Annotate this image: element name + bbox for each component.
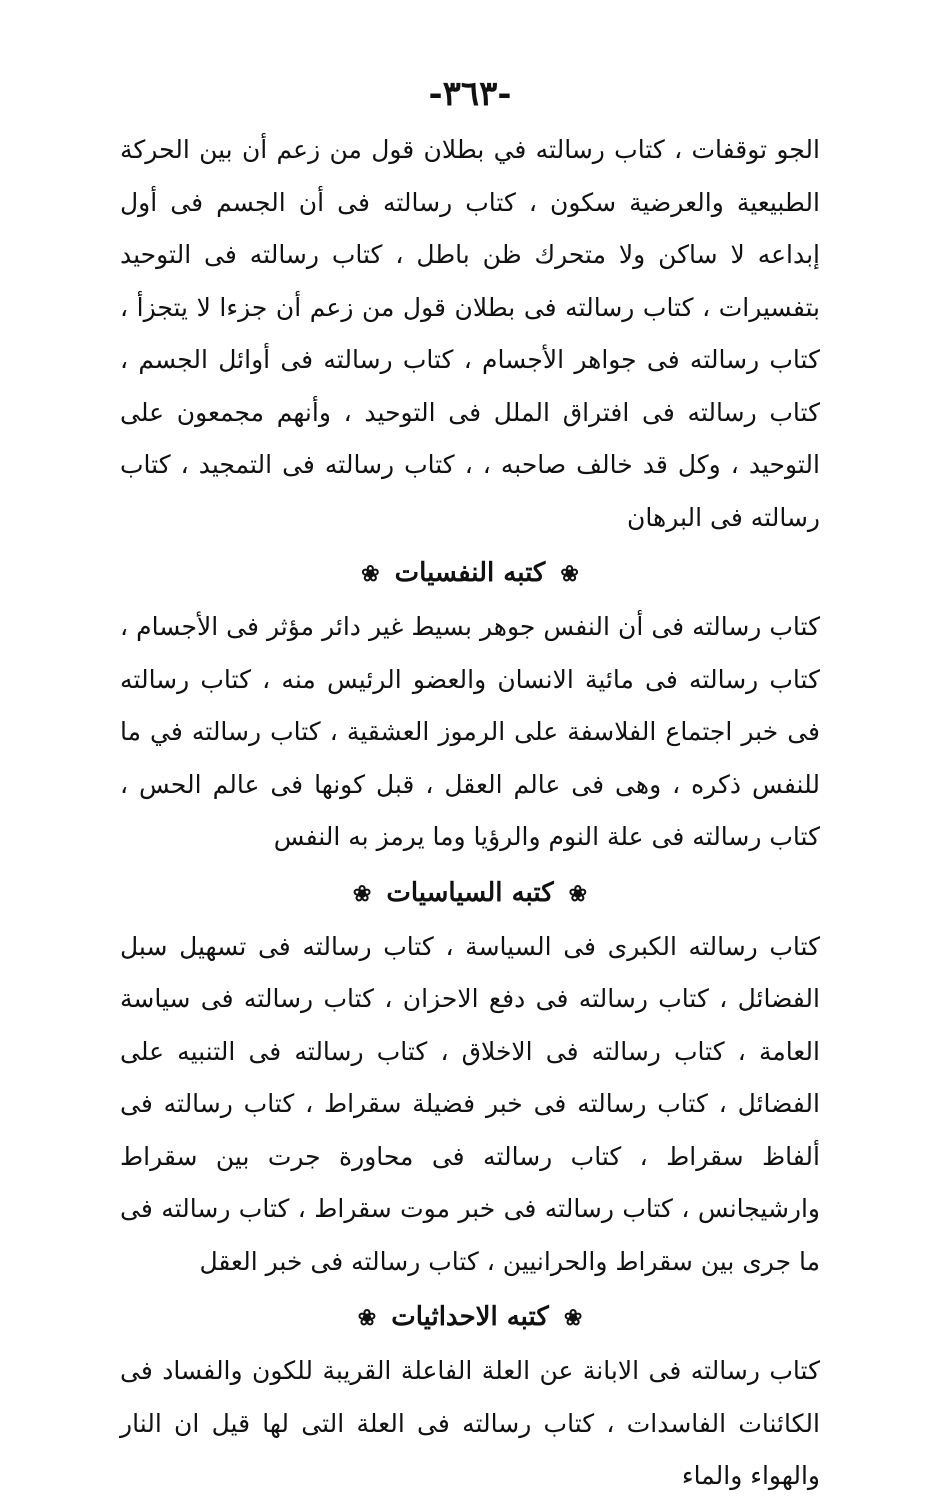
ornament-icon: ❀ — [560, 561, 579, 587]
section-heading-text: كتبه الاحداثيات — [391, 1302, 549, 1332]
book-page — [120, 70, 820, 1490]
ornament-icon: ❀ — [361, 561, 380, 587]
page-number: -٣٦٣- — [428, 74, 512, 114]
paragraph: الجو توقفات ، كتاب رسالته في بطلان قول من زعم أن بين الحركة الطبيعية والعرضية سكون ، كتاب رسالته فى أن الجسم فى أول إبداعه لا ساكن ولا متحرك ظن باطل ، كتاب رسالته فى التوحيد بتفسيرات ، كتاب رسالته فى بطلان قول من زعم أن جزءا لا يتجزأ ، كتاب رسالته فى جواهر الأجسام ، كتاب رسالته فى أوائل الجسم ، كتاب رسالته فى افتراق الملل فى التوحيد ، وأنهم مجمعون على التوحيد ، وكل قد خالف صاحبه ، ، كتاب رسالته فى التمجيد ، كتاب رسالته فى البرهان — [120, 135, 820, 532]
section-text — [120, 124, 820, 544]
section-text — [120, 921, 820, 1289]
paragraph: كتاب رسالته فى الابانة عن العلة الفاعلة القريبة للكون والفساد فى الكائنات الفاسدات ، كتاب رسالته فى العلة التى لها قيل ان النار والهواء والماء — [120, 1356, 820, 1490]
section-heading — [120, 1290, 820, 1345]
section-heading-text: كتبه السياسيات — [386, 877, 554, 908]
section-ihdathiyat — [120, 1290, 820, 1503]
section-nafsiyat — [120, 546, 820, 864]
section-heading-text: كتبه النفسيات — [394, 558, 546, 588]
paragraph: كتاب رسالته فى أن النفس جوهر بسيط غير دائر مؤثر فى الأجسام ، كتاب رسالته فى مائية الانسان والعضو الرئيس منه ، كتاب رسالته فى خبر اجتماع الفلاسفة على الرموز العشقية ، كتاب رسالته في ما للنفس ذكره ، وهى فى عالم العقل ، قبل كونها فى عالم الحس ، كتاب رسالته فى علة النوم والرؤيا وما يرمز به النفس — [120, 612, 820, 851]
section-siyasiyat — [120, 866, 820, 1289]
section-heading — [120, 866, 820, 921]
paragraph: كتاب رسالته الكبرى فى السياسة ، كتاب رسالته فى تسهيل سبل الفضائل ، كتاب رسالته فى دفع الاحزان ، كتاب رسالته فى سياسة العامة ، كتاب رسالته فى الاخلاق ، كتاب رسالته فى التنبيه على الفضائل ، كتاب رسالته فى خبر فضيلة سقراط ، كتاب رسالته فى ألفاظ سقراط ، كتاب رسالته فى محاورة جرت بين سقراط وارشيجانس ، كتاب رسالته فى خبر موت سقراط ، كتاب رسالته فى ما جرى بين سقراط والحرانيين ، كتاب رسالته فى خبر العقل — [120, 931, 820, 1276]
ornament-icon: ❀ — [352, 880, 372, 907]
ornament-icon: ❀ — [563, 1305, 583, 1331]
section-continuation — [120, 124, 820, 544]
ornament-icon: ❀ — [357, 1305, 377, 1331]
section-text — [120, 1345, 820, 1503]
section-text — [120, 601, 820, 864]
section-heading — [120, 546, 820, 601]
ornament-icon: ❀ — [568, 880, 588, 907]
